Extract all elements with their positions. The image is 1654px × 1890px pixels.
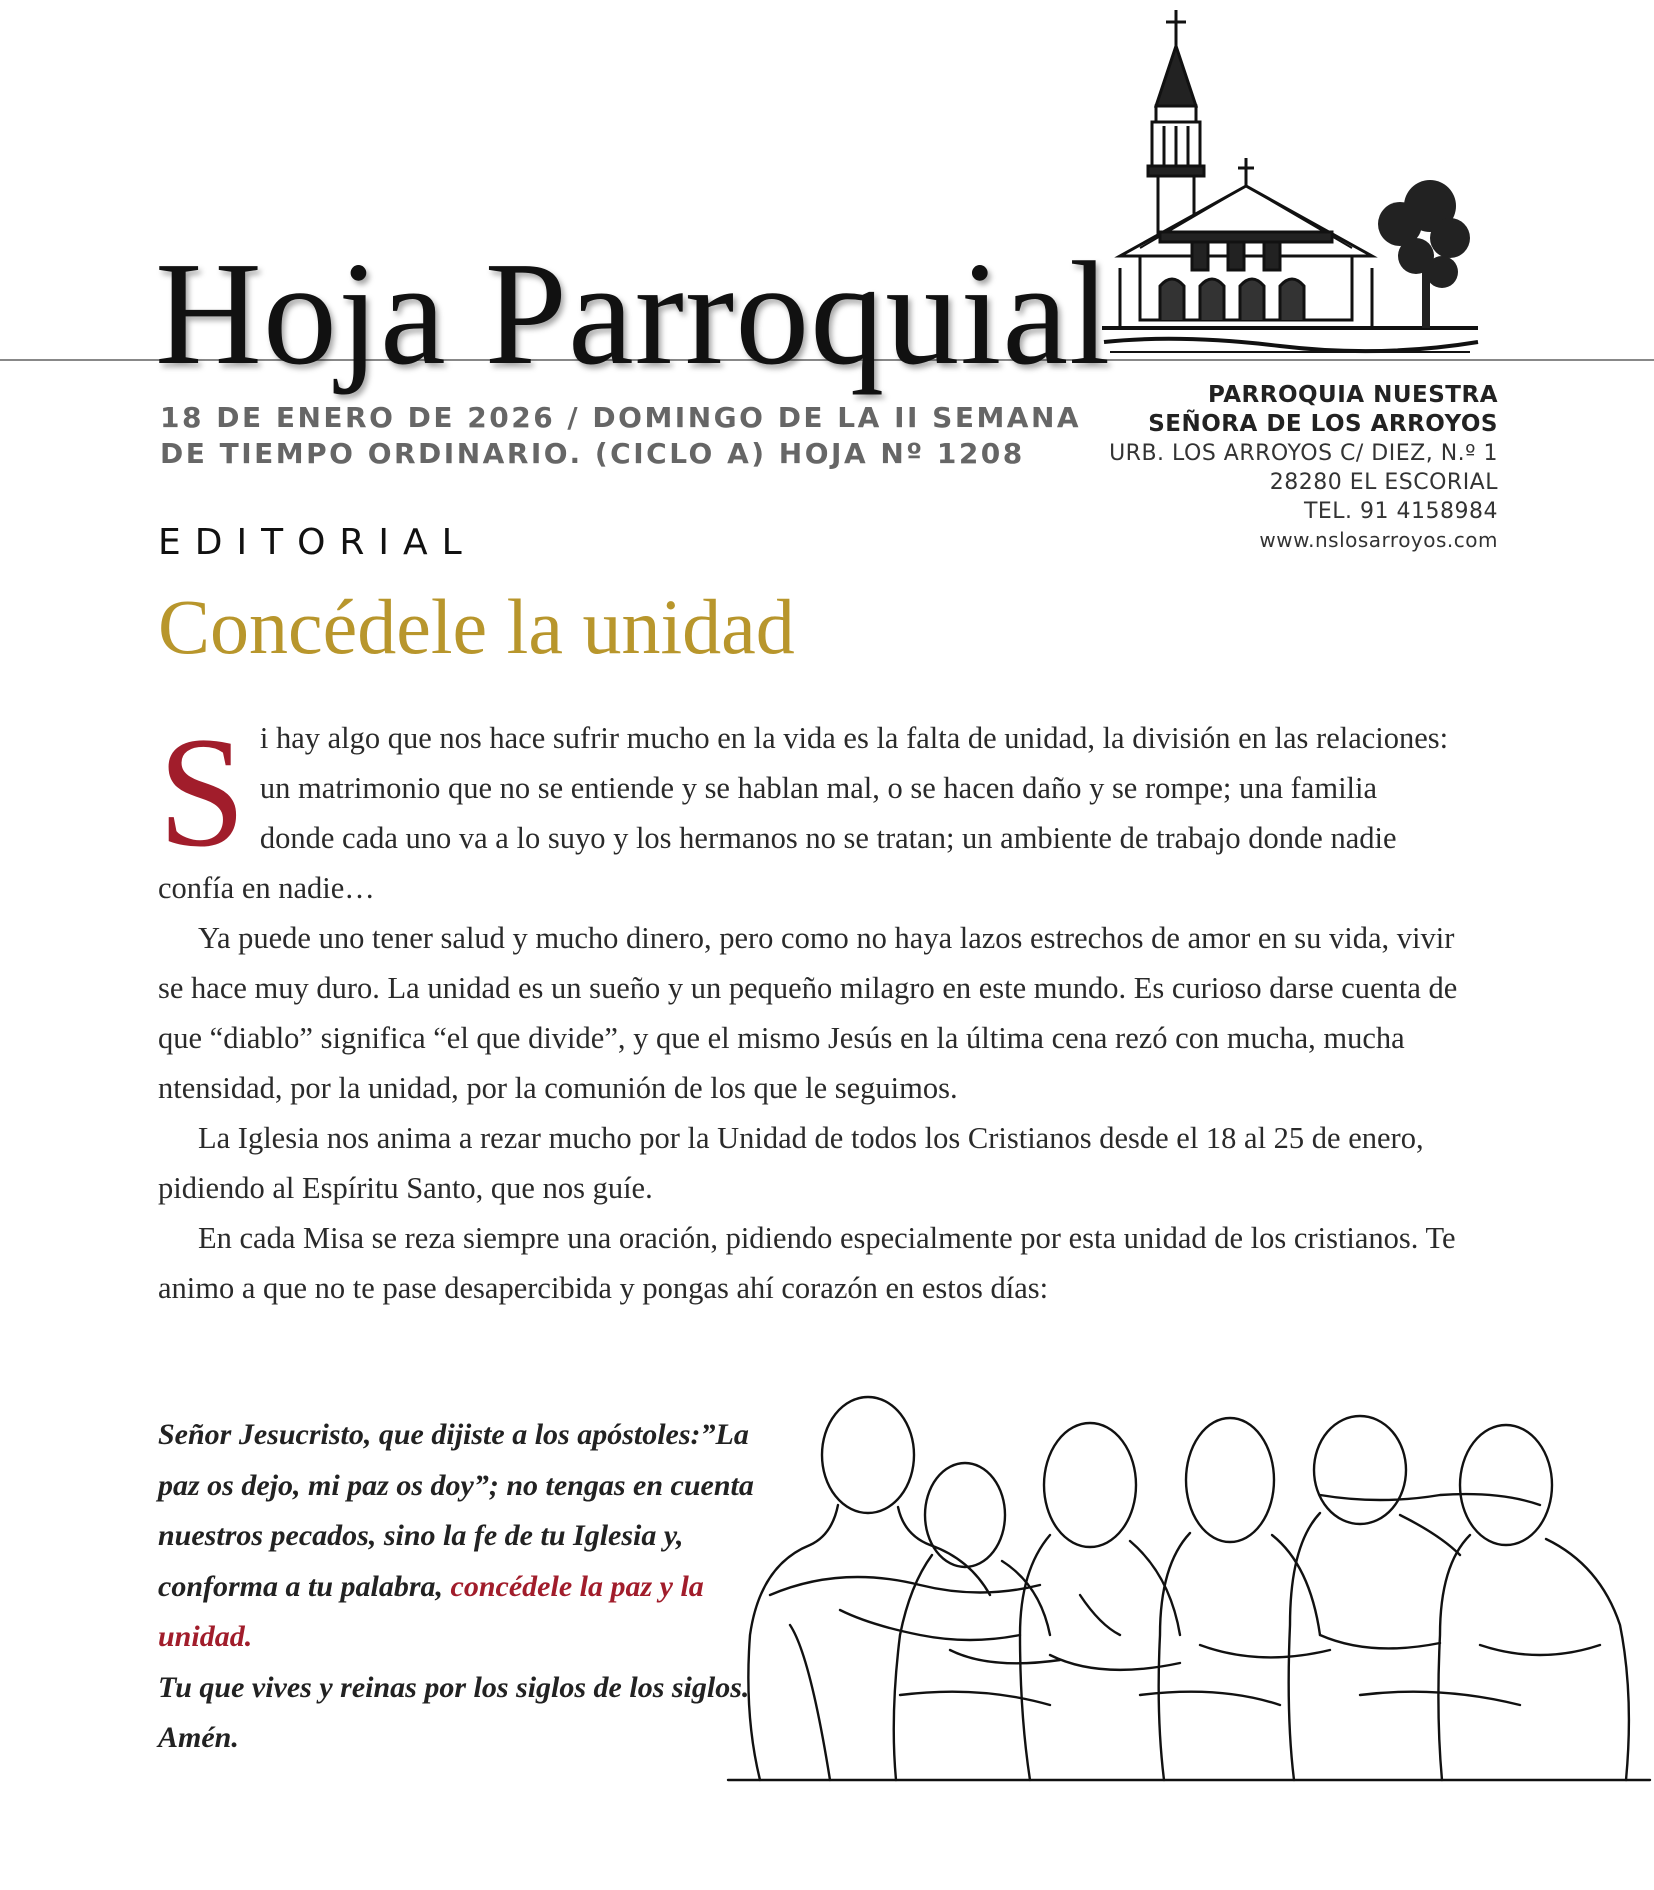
prayer-ending: Tu que vives y reinas por los siglos de los siglos. Amén. [158, 1670, 750, 1754]
prayer-text [158, 1410, 758, 1663]
church-illustration [1100, 6, 1480, 362]
issue-line-1: 18 DE ENERO DE 2026 / DOMINGO DE LA II SEMANA [160, 401, 1082, 434]
paragraph-4: En cada Misa se reza siempre una oración, pidiendo especialmente por esta unidad de los cristianos. Te animo a que no te pase desapercibida y pongas ahí corazón en estos días: [158, 1221, 1456, 1305]
website-link[interactable]: www.nslosarroyos.com [1259, 528, 1498, 552]
issue-line-2: DE TIEMPO ORDINARIO. (CICLO A) HOJA Nº 1208 [160, 437, 1025, 470]
editorial-headline: Concédele la unidad [158, 583, 795, 670]
prayer [158, 1410, 758, 1764]
parish-name-line-2: SEÑORA DE LOS ARROYOS [1148, 411, 1498, 437]
parish-name-line-1: PARROQUIA NUESTRA [1207, 382, 1498, 408]
prayer-highlight: concédele la paz y la unidad. [158, 1569, 704, 1653]
prayer-text-before: Señor Jesucristo, que dijiste a los apóstoles:”La paz os dejo, mi paz os doy”; no tengas en cuenta nuestros pecados, sino la fe de tu Iglesia y, conforma a tu palabra, [158, 1418, 754, 1603]
section-label: EDITORIAL [158, 522, 476, 563]
paragraph-1-text: i hay algo que nos hace sufrir mucho en la vida es la falta de unidad, la división en las relaciones: un matrimonio que no se entiende y se hablan mal, o se hacen daño y se rompe; una familia donde cada uno va a lo suyo y los hermanos no se tratan; un ambiente de trabajo donde nadie confía en nadie… [158, 721, 1449, 905]
phone: TEL. 91 4158984 [1303, 499, 1498, 524]
address-line-2: 28280 EL ESCORIAL [1269, 470, 1498, 495]
paragraph-3: La Iglesia nos anima a rezar mucho por la Unidad de todos los Cristianos desde el 18 al 25 de enero, pidiendo al Espíritu Santo, que nos guíe. [158, 1121, 1424, 1205]
issue-info [160, 400, 1081, 472]
paragraph-2: Ya puede uno tener salud y mucho dinero, pero como no haya lazos estrechos de amor en su vida, vivir se hace muy duro. La unidad es un sueño y un pequeño milagro en este mundo. Es curioso darse cuenta de que “diablo” significa “el que divide”, y que el mismo Jesús en la última cena rezó con mucha, mucha ntensidad, por la unidad, por la comunión de los que le seguimos. [158, 921, 1458, 1105]
address-line-1: URB. LOS ARROYOS C/ DIEZ, N.º 1 [1109, 441, 1498, 466]
parish-address [1109, 381, 1498, 555]
group-embrace-illustration [720, 1395, 1654, 1790]
drop-cap: S [158, 705, 246, 880]
paragraph-1 [158, 705, 1458, 913]
page-title: Hoja Parroquial [155, 232, 1112, 396]
editorial-body [158, 705, 1458, 1313]
